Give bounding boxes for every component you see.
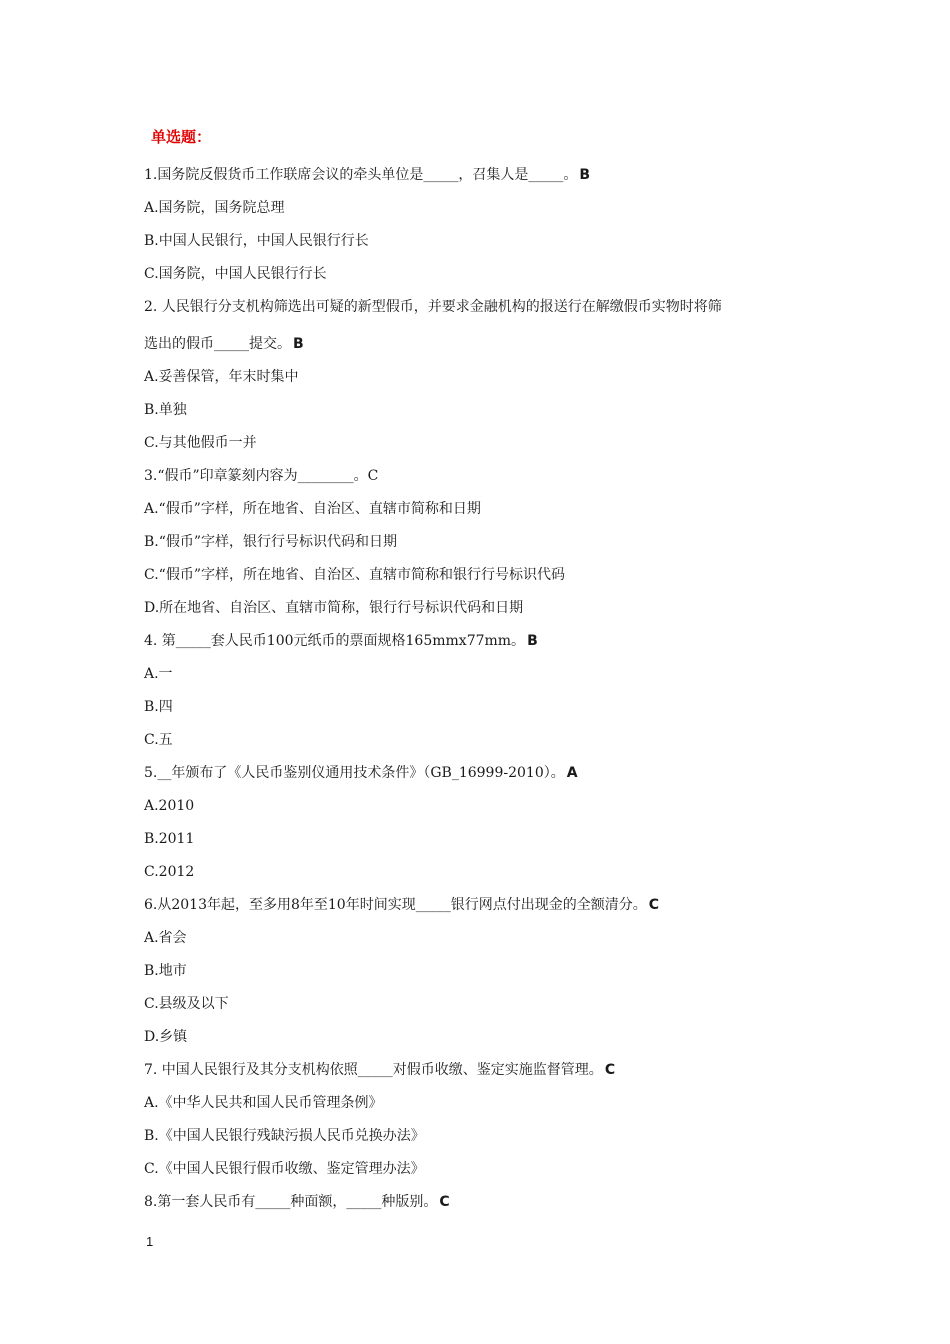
text-line xyxy=(144,625,824,658)
text-line xyxy=(144,955,824,988)
line-text: C.与其他假币一并 xyxy=(144,435,257,451)
question-list xyxy=(144,126,824,1219)
text-line xyxy=(144,757,824,790)
text-line xyxy=(144,394,824,427)
line-text: D.乡镇 xyxy=(144,1029,188,1045)
line-text: A.“假币”字样，所在地省、自治区、直辖市简称和日期 xyxy=(144,501,481,517)
text-line xyxy=(144,1186,824,1219)
text-line xyxy=(144,192,824,225)
text-line xyxy=(144,258,824,291)
line-text: 5.__年颁布了《人民币鉴别仪通用技术条件》（GB_16999-2010）。 xyxy=(144,765,565,781)
line-text: B.《中国人民银行残缺污损人民币兑换办法》 xyxy=(144,1128,425,1144)
text-line xyxy=(144,1087,824,1120)
line-text: A.2010 xyxy=(144,798,195,814)
line-text: A.省会 xyxy=(144,930,187,946)
line-text: 8.第一套人民币有_____种面额，_____种版别。 xyxy=(144,1194,438,1210)
line-text: C.国务院，中国人民银行行长 xyxy=(144,266,327,282)
line-text: C.“假币”字样，所在地省、自治区、直辖市简称和银行行号标识代码 xyxy=(144,567,565,583)
text-line xyxy=(144,889,824,922)
line-text: 选出的假币_____提交。 xyxy=(144,336,291,352)
text-line xyxy=(144,691,824,724)
line-text: D.所在地省、自治区、直辖市简称，银行行号标识代码和日期 xyxy=(144,600,524,616)
answer-letter: B xyxy=(527,633,538,649)
line-text: B.中国人民银行，中国人民银行行长 xyxy=(144,233,369,249)
line-text: B.2011 xyxy=(144,831,195,847)
text-line xyxy=(144,1120,824,1153)
line-text: B.地市 xyxy=(144,963,187,979)
line-text: 4. 第_____套人民币100元纸币的票面规格165mmx77mm。 xyxy=(144,633,526,649)
lines-container xyxy=(144,159,824,1219)
text-line xyxy=(144,724,824,757)
text-line xyxy=(144,1021,824,1054)
line-text: 3.“假币”印章篆刻内容为________。C xyxy=(144,468,379,484)
answer-letter: C xyxy=(604,1062,616,1078)
text-line xyxy=(144,856,824,889)
answer-letter: C xyxy=(439,1194,450,1210)
line-text: 1.国务院反假货币工作联席会议的牵头单位是_____，召集人是_____。 xyxy=(144,167,578,183)
text-line xyxy=(144,225,824,258)
answer-letter: B xyxy=(579,167,591,183)
line-text: C.2012 xyxy=(144,864,195,880)
text-line xyxy=(144,328,824,361)
text-line xyxy=(144,988,824,1021)
line-text: A.一 xyxy=(144,666,173,682)
line-text: B.四 xyxy=(144,699,173,715)
page-number: 1 xyxy=(146,1234,154,1249)
line-text: C.五 xyxy=(144,732,173,748)
text-line xyxy=(144,592,824,625)
line-text: C.《中国人民银行假币收缴、鉴定管理办法》 xyxy=(144,1161,425,1177)
text-line xyxy=(144,526,824,559)
text-line xyxy=(144,559,824,592)
line-text: 6.从2013年起，至多用8年至10年时间实现_____银行网点付出现金的全额清分。 xyxy=(144,897,647,913)
text-line xyxy=(144,823,824,856)
text-line xyxy=(144,922,824,955)
line-text: A.妥善保管，年末时集中 xyxy=(144,369,299,385)
answer-letter: A xyxy=(566,765,578,781)
line-text: B.“假币”字样，银行行号标识代码和日期 xyxy=(144,534,398,550)
answer-letter: C xyxy=(648,897,659,913)
text-line xyxy=(144,1054,824,1087)
text-line xyxy=(144,658,824,691)
line-text: B.单独 xyxy=(144,402,187,418)
text-line xyxy=(144,427,824,460)
text-line xyxy=(144,790,824,823)
line-text: 2. 人民银行分支机构筛选出可疑的新型假币，并要求金融机构的报送行在解缴假币实物时将筛 xyxy=(144,299,722,315)
answer-letter: B xyxy=(293,336,304,352)
text-line xyxy=(144,159,824,192)
text-line xyxy=(144,291,824,328)
line-text: A.《中华人民共和国人民币管理条例》 xyxy=(144,1095,383,1111)
line-text: 7. 中国人民银行及其分支机构依照_____对假币收缴、鉴定实施监督管理。 xyxy=(144,1062,603,1078)
line-text: C.县级及以下 xyxy=(144,996,229,1012)
line-text: A.国务院，国务院总理 xyxy=(144,200,285,216)
section-title: 单选题： xyxy=(151,128,212,146)
text-line xyxy=(144,460,824,493)
text-line xyxy=(144,361,824,394)
text-line xyxy=(144,1153,824,1186)
text-line xyxy=(144,493,824,526)
